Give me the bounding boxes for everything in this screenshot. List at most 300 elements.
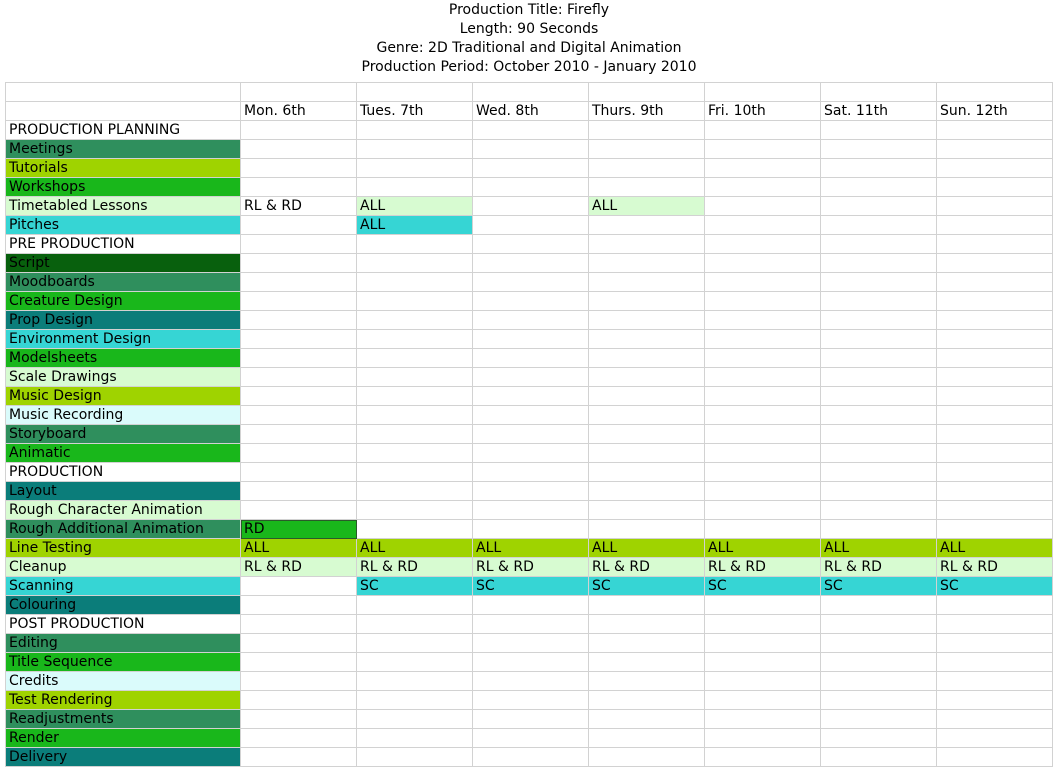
schedule-cell[interactable] [473,178,589,197]
schedule-cell[interactable] [705,615,821,634]
schedule-cell[interactable] [589,121,705,140]
task-label[interactable]: Line Testing [6,539,241,558]
schedule-cell[interactable] [473,197,589,216]
production-period: Production Period: October 2010 - January 2010 [361,59,697,75]
schedule-cell[interactable] [589,463,705,482]
schedule-cell[interactable]: RL & RD [473,558,589,577]
schedule-cell[interactable] [821,710,937,729]
schedule-cell[interactable]: SC [589,577,705,596]
schedule-cell[interactable] [821,387,937,406]
schedule-cell[interactable] [357,520,473,539]
schedule-cell[interactable] [357,235,473,254]
schedule-cell[interactable] [589,311,705,330]
schedule-cell[interactable] [589,273,705,292]
schedule-cell[interactable] [473,634,589,653]
task-label[interactable]: Scanning [6,577,241,596]
schedule-cell[interactable] [473,159,589,178]
task-label[interactable]: Moodboards [6,273,241,292]
schedule-cell[interactable] [821,653,937,672]
schedule-cell[interactable]: ALL [241,539,357,558]
day-header-mon[interactable]: Mon. 6th [241,102,357,121]
grid-cell[interactable] [937,83,1053,102]
task-label[interactable]: Cleanup [6,558,241,577]
schedule-cell[interactable] [589,710,705,729]
schedule-cell[interactable] [473,330,589,349]
schedule-cell[interactable] [357,311,473,330]
schedule-cell[interactable] [473,254,589,273]
schedule-cell[interactable] [705,330,821,349]
schedule-cell[interactable] [705,634,821,653]
schedule-cell[interactable] [705,349,821,368]
schedule-cell[interactable] [705,748,821,767]
schedule-cell[interactable] [241,178,357,197]
schedule-cell[interactable] [473,653,589,672]
schedule-cell[interactable] [705,254,821,273]
schedule-cell[interactable] [357,672,473,691]
schedule-cell[interactable] [705,463,821,482]
schedule-cell[interactable] [821,273,937,292]
schedule-cell[interactable] [473,121,589,140]
task-row [6,140,1053,159]
schedule-cell[interactable] [473,216,589,235]
task-label[interactable]: Render [6,729,241,748]
task-label[interactable]: Layout [6,482,241,501]
schedule-cell[interactable]: ALL [589,197,705,216]
schedule-cell[interactable]: ALL [357,216,473,235]
schedule-cell[interactable] [705,691,821,710]
schedule-cell[interactable] [821,349,937,368]
schedule-cell[interactable] [705,159,821,178]
grid-cell[interactable] [821,83,937,102]
day-header-sun[interactable]: Sun. 12th [937,102,1053,121]
task-label[interactable]: Meetings [6,140,241,159]
schedule-cell[interactable] [589,406,705,425]
schedule-cell[interactable] [357,140,473,159]
schedule-cell[interactable] [473,748,589,767]
schedule-cell[interactable] [937,292,1053,311]
schedule-cell[interactable] [241,235,357,254]
schedule-cell[interactable] [473,672,589,691]
schedule-cell[interactable] [473,444,589,463]
schedule-cell[interactable] [589,748,705,767]
task-label[interactable]: Readjustments [6,710,241,729]
schedule-cell[interactable] [821,235,937,254]
schedule-cell[interactable] [821,672,937,691]
schedule-cell[interactable] [241,254,357,273]
schedule-cell[interactable]: RL & RD [937,558,1053,577]
schedule-cell[interactable] [821,368,937,387]
schedule-cell[interactable] [357,596,473,615]
schedule-cell[interactable]: RL & RD [705,558,821,577]
schedule-cell[interactable] [589,349,705,368]
schedule-cell[interactable] [589,330,705,349]
task-row [6,425,1053,444]
schedule-cell[interactable]: ALL [589,539,705,558]
schedule-cell[interactable] [241,273,357,292]
schedule-cell[interactable] [357,254,473,273]
schedule-cell[interactable] [821,748,937,767]
task-label[interactable]: Music Design [6,387,241,406]
schedule-cell[interactable] [821,178,937,197]
schedule-cell[interactable] [821,330,937,349]
schedule-cell[interactable] [821,254,937,273]
schedule-cell[interactable] [705,501,821,520]
schedule-cell[interactable]: RL & RD [357,558,473,577]
day-header-fri[interactable]: Fri. 10th [705,102,821,121]
schedule-cell[interactable]: SC [937,577,1053,596]
schedule-cell[interactable] [821,444,937,463]
schedule-cell[interactable] [589,691,705,710]
task-label[interactable]: Prop Design [6,311,241,330]
schedule-cell[interactable] [589,425,705,444]
task-label[interactable]: Rough Character Animation [6,501,241,520]
task-label[interactable]: Timetabled Lessons [6,197,241,216]
task-row [6,558,1053,577]
schedule-cell[interactable] [357,368,473,387]
schedule-cell[interactable] [589,653,705,672]
schedule-cell[interactable] [473,729,589,748]
schedule-cell[interactable] [821,482,937,501]
schedule-cell[interactable] [705,520,821,539]
task-label[interactable]: Editing [6,634,241,653]
day-header-tue[interactable]: Tues. 7th [357,102,473,121]
production-header [0,0,1058,82]
schedule-cell[interactable] [589,444,705,463]
task-label[interactable]: PRE PRODUCTION [6,235,241,254]
schedule-cell[interactable] [357,615,473,634]
schedule-cell[interactable] [473,292,589,311]
schedule-cell[interactable] [241,729,357,748]
schedule-cell[interactable] [589,387,705,406]
schedule-cell[interactable] [705,482,821,501]
schedule-cell[interactable] [937,368,1053,387]
task-label[interactable]: Script [6,254,241,273]
task-row [6,539,1053,558]
schedule-cell[interactable] [357,292,473,311]
schedule-cell[interactable] [821,691,937,710]
schedule-cell[interactable] [705,292,821,311]
schedule-cell[interactable] [589,140,705,159]
schedule-cell[interactable] [937,615,1053,634]
schedule-cell[interactable] [821,615,937,634]
task-row [6,710,1053,729]
day-header-sat[interactable]: Sat. 11th [821,102,937,121]
schedule-cell[interactable] [589,634,705,653]
grid-cell[interactable] [6,83,241,102]
task-label[interactable]: Tutorials [6,159,241,178]
schedule-cell[interactable] [357,178,473,197]
schedule-cell[interactable] [937,178,1053,197]
schedule-cell[interactable] [473,520,589,539]
schedule-cell[interactable] [705,596,821,615]
schedule-cell[interactable] [241,140,357,159]
schedule-cell[interactable] [821,501,937,520]
task-label[interactable]: PRODUCTION [6,463,241,482]
task-label[interactable]: POST PRODUCTION [6,615,241,634]
schedule-cell[interactable] [821,197,937,216]
task-label[interactable]: Animatic [6,444,241,463]
schedule-cell[interactable] [937,729,1053,748]
schedule-cell[interactable]: ALL [821,539,937,558]
schedule-cell[interactable] [241,615,357,634]
schedule-cell[interactable] [241,710,357,729]
grid-cell[interactable] [589,83,705,102]
task-label[interactable]: Music Recording [6,406,241,425]
schedule-cell[interactable] [589,482,705,501]
schedule-cell[interactable]: ALL [937,539,1053,558]
schedule-cell[interactable] [473,501,589,520]
grid-cell[interactable] [241,83,357,102]
schedule-cell[interactable] [589,254,705,273]
schedule-cell[interactable] [705,368,821,387]
schedule-cell[interactable] [241,406,357,425]
schedule-cell[interactable] [937,444,1053,463]
schedule-cell[interactable] [589,159,705,178]
schedule-cell[interactable] [241,691,357,710]
day-header-wed[interactable]: Wed. 8th [473,102,589,121]
schedule-cell[interactable] [821,425,937,444]
schedule-cell[interactable] [705,197,821,216]
schedule-cell[interactable]: ALL [357,197,473,216]
schedule-cell[interactable] [357,482,473,501]
schedule-cell[interactable] [821,463,937,482]
schedule-cell[interactable] [357,387,473,406]
schedule-cell[interactable] [473,273,589,292]
task-label[interactable]: Creature Design [6,292,241,311]
schedule-cell[interactable]: RL & RD [589,558,705,577]
schedule-cell[interactable] [473,349,589,368]
schedule-cell[interactable] [589,368,705,387]
schedule-cell[interactable] [241,330,357,349]
schedule-cell[interactable] [937,121,1053,140]
schedule-cell[interactable] [241,216,357,235]
task-row [6,330,1053,349]
schedule-cell[interactable] [705,121,821,140]
schedule-cell[interactable] [589,615,705,634]
schedule-cell[interactable] [705,311,821,330]
schedule-cell[interactable] [937,672,1053,691]
schedule-cell[interactable]: SC [357,577,473,596]
schedule-cell[interactable] [705,178,821,197]
schedule-cell[interactable] [589,235,705,254]
schedule-cell[interactable] [937,691,1053,710]
schedule-cell[interactable] [705,273,821,292]
schedule-cell[interactable]: ALL [357,539,473,558]
schedule-cell[interactable] [241,425,357,444]
schedule-cell[interactable] [705,140,821,159]
schedule-cell[interactable] [357,273,473,292]
grid-cell[interactable] [705,83,821,102]
day-header-thu[interactable]: Thurs. 9th [589,102,705,121]
schedule-cell[interactable] [241,596,357,615]
task-label[interactable]: Delivery [6,748,241,767]
schedule-cell[interactable] [821,520,937,539]
task-label[interactable]: Credits [6,672,241,691]
schedule-cell[interactable] [241,159,357,178]
schedule-cell[interactable] [937,349,1053,368]
schedule-cell[interactable] [357,634,473,653]
schedule-cell[interactable] [821,292,937,311]
schedule-cell[interactable] [589,178,705,197]
task-row [6,520,1053,539]
schedule-cell[interactable] [937,330,1053,349]
schedule-cell[interactable] [357,444,473,463]
schedule-cell[interactable] [705,406,821,425]
schedule-cell[interactable] [937,501,1053,520]
schedule-cell[interactable] [821,596,937,615]
schedule-cell[interactable] [937,216,1053,235]
grid-cell[interactable] [6,102,241,121]
schedule-cell[interactable] [937,634,1053,653]
schedule-cell[interactable]: SC [705,577,821,596]
schedule-cell[interactable] [705,235,821,254]
schedule-cell[interactable] [937,520,1053,539]
schedule-cell[interactable] [473,482,589,501]
schedule-cell[interactable] [937,311,1053,330]
schedule-cell[interactable] [357,463,473,482]
schedule-cell[interactable] [705,425,821,444]
schedule-cell[interactable] [473,596,589,615]
schedule-cell[interactable] [589,520,705,539]
schedule-cell[interactable]: RD [241,520,357,539]
task-label[interactable]: Rough Additional Animation [6,520,241,539]
schedule-cell[interactable] [937,235,1053,254]
task-row [6,748,1053,767]
schedule-cell[interactable] [241,349,357,368]
schedule-cell[interactable] [705,672,821,691]
task-label[interactable]: Environment Design [6,330,241,349]
schedule-cell[interactable] [357,406,473,425]
schedule-cell[interactable] [937,748,1053,767]
schedule-cell[interactable]: RL & RD [241,558,357,577]
schedule-cell[interactable] [241,121,357,140]
schedule-cell[interactable] [241,577,357,596]
task-label[interactable]: Workshops [6,178,241,197]
schedule-cell[interactable] [705,710,821,729]
schedule-cell[interactable] [821,159,937,178]
schedule-cell[interactable] [589,596,705,615]
schedule-cell[interactable] [241,672,357,691]
schedule-cell[interactable]: ALL [473,539,589,558]
schedule-cell[interactable] [241,292,357,311]
schedule-cell[interactable] [589,501,705,520]
schedule-cell[interactable]: SC [473,577,589,596]
task-label[interactable]: Scale Drawings [6,368,241,387]
schedule-cell[interactable] [473,615,589,634]
schedule-cell[interactable] [937,463,1053,482]
schedule-cell[interactable]: ALL [705,539,821,558]
schedule-cell[interactable] [241,653,357,672]
schedule-cell[interactable] [937,482,1053,501]
schedule-cell[interactable] [357,349,473,368]
schedule-cell[interactable] [589,672,705,691]
schedule-cell[interactable]: RL & RD [821,558,937,577]
schedule-cell[interactable] [357,710,473,729]
schedule-cell[interactable] [937,710,1053,729]
schedule-cell[interactable] [821,634,937,653]
schedule-cell[interactable] [589,216,705,235]
task-label[interactable]: Test Rendering [6,691,241,710]
schedule-cell[interactable] [821,406,937,425]
schedule-cell[interactable] [821,216,937,235]
schedule-cell[interactable] [473,387,589,406]
schedule-cell[interactable]: SC [821,577,937,596]
grid-cell[interactable] [473,83,589,102]
task-label[interactable]: Storyboard [6,425,241,444]
schedule-cell[interactable] [705,216,821,235]
task-label[interactable]: Modelsheets [6,349,241,368]
schedule-cell[interactable] [589,292,705,311]
schedule-cell[interactable] [241,634,357,653]
schedule-cell[interactable] [937,596,1053,615]
schedule-cell[interactable] [357,691,473,710]
schedule-cell[interactable] [241,501,357,520]
schedule-cell[interactable] [473,235,589,254]
schedule-cell[interactable] [241,748,357,767]
schedule-cell[interactable] [705,387,821,406]
grid-cell[interactable] [357,83,473,102]
schedule-cell[interactable] [357,748,473,767]
schedule-cell[interactable] [357,121,473,140]
task-label[interactable]: PRODUCTION PLANNING [6,121,241,140]
schedule-cell[interactable] [241,368,357,387]
task-label[interactable]: Colouring [6,596,241,615]
schedule-cell[interactable] [937,406,1053,425]
production-length: Length: 90 Seconds [459,21,599,37]
schedule-cell[interactable] [937,254,1053,273]
schedule-cell[interactable] [473,691,589,710]
schedule-cell[interactable] [937,140,1053,159]
schedule-cell[interactable]: RL & RD [241,197,357,216]
schedule-cell[interactable] [821,140,937,159]
schedule-cell[interactable] [589,729,705,748]
schedule-cell[interactable] [357,425,473,444]
schedule-cell[interactable] [821,311,937,330]
schedule-cell[interactable] [357,159,473,178]
schedule-cell[interactable] [473,368,589,387]
schedule-cell[interactable] [937,273,1053,292]
schedule-cell[interactable] [241,444,357,463]
schedule-cell[interactable] [937,653,1053,672]
schedule-cell[interactable] [241,311,357,330]
schedule-cell[interactable] [473,406,589,425]
schedule-cell[interactable] [473,425,589,444]
production-title: Production Title: Firefly [448,2,610,18]
schedule-cell[interactable] [241,482,357,501]
schedule-cell[interactable] [357,501,473,520]
schedule-cell[interactable] [821,729,937,748]
schedule-cell[interactable] [705,653,821,672]
schedule-cell[interactable] [937,387,1053,406]
schedule-cell[interactable] [821,121,937,140]
schedule-cell[interactable] [937,425,1053,444]
schedule-cell[interactable] [357,653,473,672]
schedule-cell[interactable] [473,140,589,159]
schedule-cell[interactable] [473,463,589,482]
schedule-cell[interactable] [705,729,821,748]
schedule-cell[interactable] [357,330,473,349]
task-label[interactable]: Title Sequence [6,653,241,672]
task-label[interactable]: Pitches [6,216,241,235]
schedule-cell[interactable] [473,311,589,330]
schedule-cell[interactable] [705,444,821,463]
schedule-cell[interactable] [241,387,357,406]
schedule-cell[interactable] [241,463,357,482]
schedule-cell[interactable] [937,197,1053,216]
schedule-cell[interactable] [357,729,473,748]
schedule-cell[interactable] [473,710,589,729]
schedule-cell[interactable] [937,159,1053,178]
